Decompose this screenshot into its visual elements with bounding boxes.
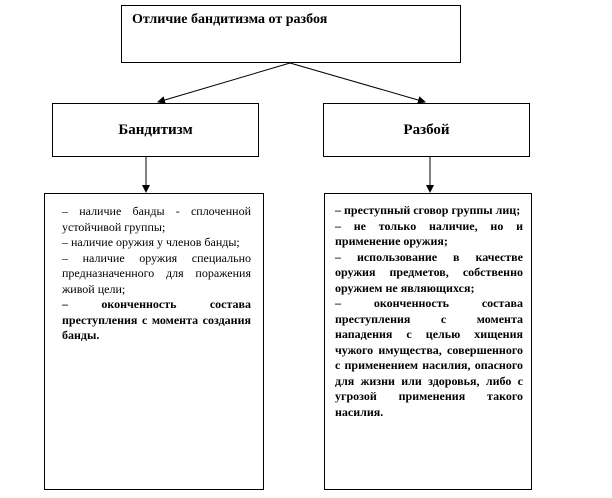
robbery-heading: Разбой [403, 121, 450, 138]
banditry-heading: Бандитизм [118, 121, 193, 138]
list-item: – использование в качестве оружия предметов, собственно оружием не являющихся; [335, 249, 523, 295]
list-item: – оконченность состава преступления с момента нападения с целью хищения чужого имущества, совершенного с применением насилия, опасного для жизни или здоровья, либо с угрозой применения такого насилия. [335, 296, 523, 419]
arrow-title-to-left [158, 63, 290, 102]
list-item: – наличие оружия у членов банды; [62, 235, 240, 249]
list-item: – преступный сговор группы лиц; [335, 203, 521, 217]
robbery-features-list [324, 193, 532, 490]
list-item: – не только наличие, но и применение оружия; [335, 218, 523, 248]
robbery-heading-box [323, 103, 530, 157]
list-item: – наличие оружия специально предназначенного для поражения живой цели; [62, 250, 251, 296]
diagram-title: Отличие бандитизма от разбоя [132, 12, 328, 27]
banditry-heading-box [52, 103, 259, 157]
arrow-title-to-right [290, 63, 425, 102]
title-box [121, 5, 461, 63]
list-item: – наличие банды - сплоченной устойчивой группы; [62, 204, 251, 234]
list-item: – оконченность состава преступления с момента создания банды. [62, 297, 251, 342]
banditry-features-list [44, 193, 264, 490]
